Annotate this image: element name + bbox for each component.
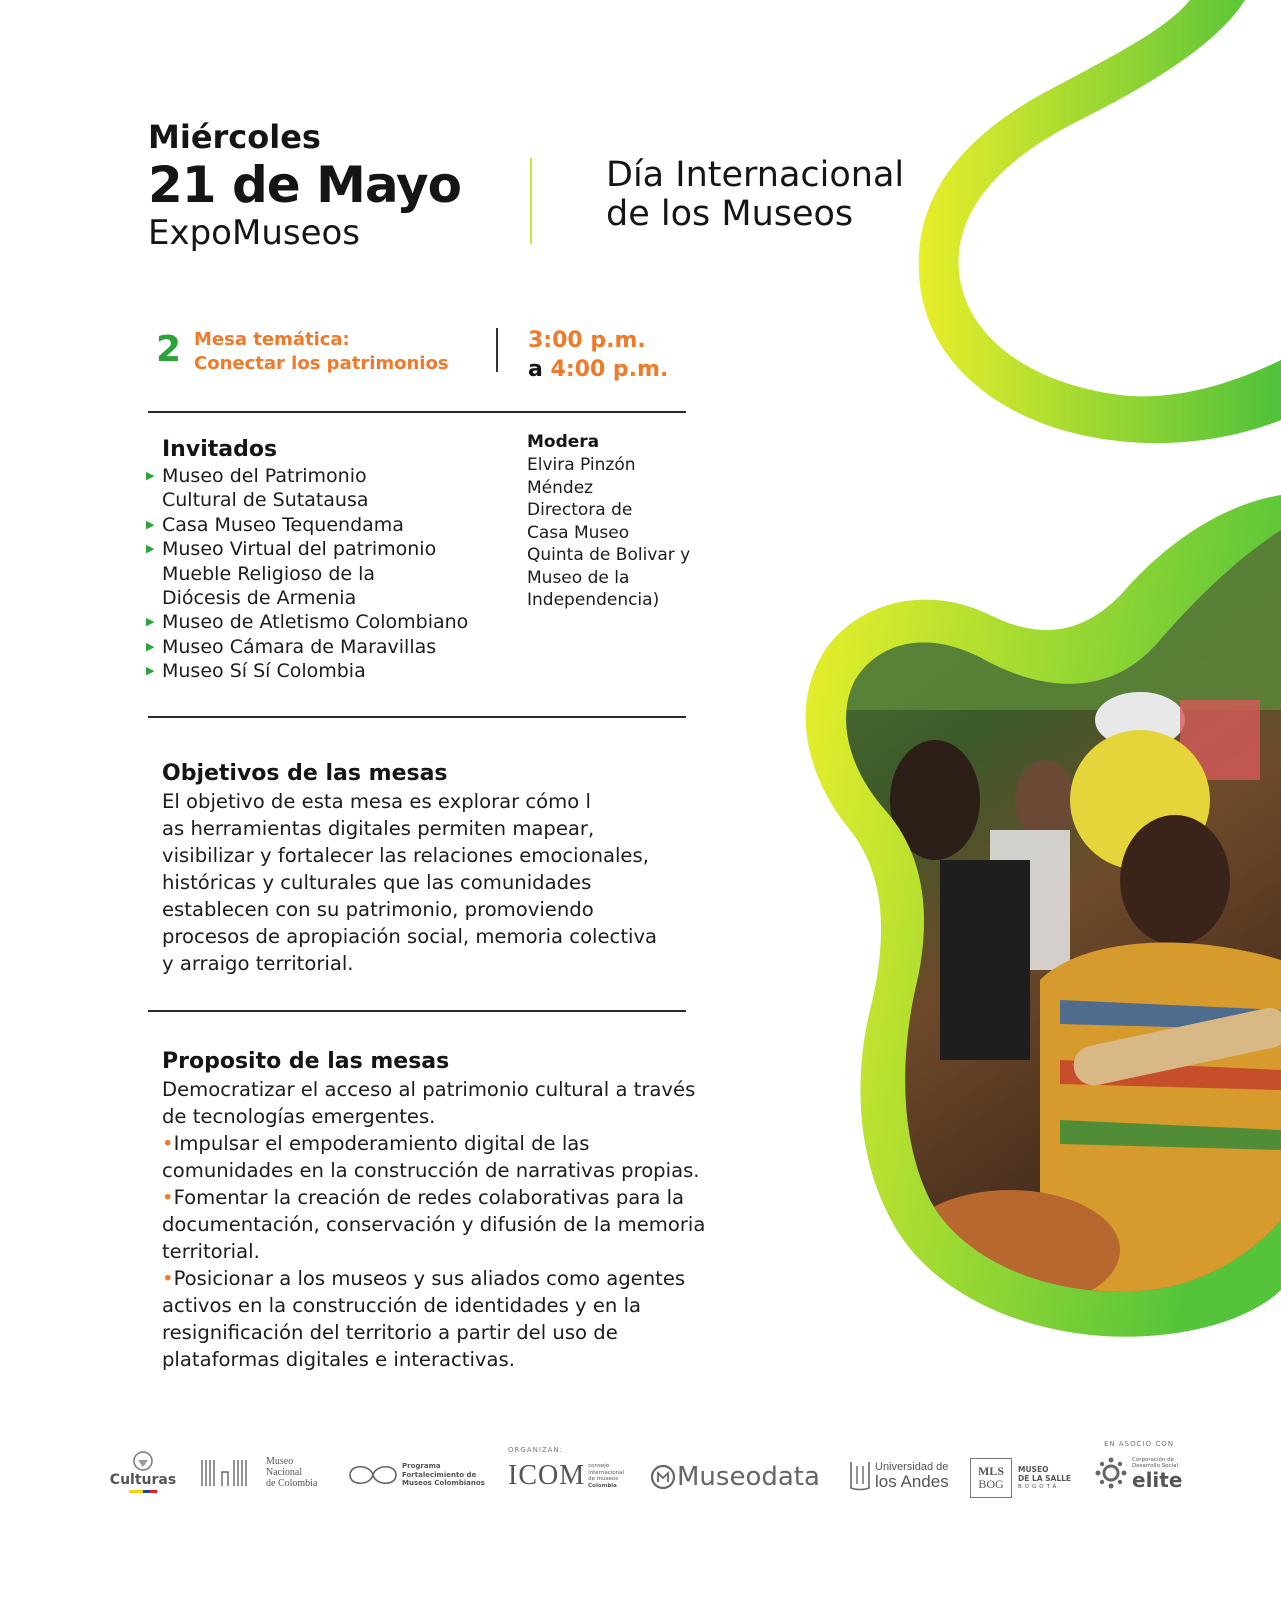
museo-nacional-line2: Nacional xyxy=(266,1467,303,1478)
programa-icon xyxy=(346,1460,400,1490)
objectives-section xyxy=(162,760,722,977)
guest-item-line: Museo de Atletismo Colombiano xyxy=(162,611,469,634)
session-info xyxy=(152,326,692,382)
programa-line3: Museos Colombianos xyxy=(402,1479,485,1488)
page-title-line1: Día Internacional xyxy=(606,155,905,195)
elite-wordmark: elite xyxy=(1132,1467,1183,1492)
objectives-line: y arraigo territorial. xyxy=(162,952,354,975)
event-name: ExpoMuseos xyxy=(148,213,361,253)
andes-line1: Universidad de xyxy=(875,1460,949,1473)
session-number: 2 xyxy=(156,329,182,370)
bullet-arrow-icon: ▶ xyxy=(146,639,155,653)
objectives-line: visibilizar y fortalecer las relaciones emocionales, xyxy=(162,844,649,867)
programa-text xyxy=(402,1462,485,1488)
purpose-title: Proposito de las mesas xyxy=(162,1049,450,1074)
bullet-arrow-icon: ▶ xyxy=(146,615,155,629)
objectives-text xyxy=(162,788,722,977)
session-title-line1: Mesa temática: xyxy=(194,329,350,350)
purpose-section xyxy=(162,1048,762,1373)
moderator-line: Quinta de Bolivar y xyxy=(527,545,691,565)
purpose-point-text: plataformas digitales e interactivas. xyxy=(162,1348,515,1371)
icom-wordmark: ICOM xyxy=(508,1460,586,1491)
museo-nacional-text xyxy=(266,1456,317,1489)
mls-line1: MLS xyxy=(977,1464,1004,1478)
purpose-point-line xyxy=(162,1292,762,1319)
objectives-line: establecen con su patrimonio, promoviendo xyxy=(162,898,594,921)
purpose-point-line xyxy=(162,1238,762,1265)
purpose-point-text: resignificación del territorio a partir del uso de xyxy=(162,1321,618,1344)
purpose-point-line xyxy=(162,1319,762,1346)
programa-line1: Programa xyxy=(402,1462,441,1471)
objectives-line: as herramientas digitales permiten mapear, xyxy=(162,817,595,840)
objectives-line: históricas y culturales que las comunidades xyxy=(162,871,592,894)
elite-text xyxy=(1132,1457,1182,1490)
logo-programa xyxy=(346,1460,485,1490)
museo-nacional-line1: Museo xyxy=(266,1456,294,1467)
purpose-point-line xyxy=(162,1130,762,1157)
purpose-point-line xyxy=(162,1346,762,1373)
programa-line2: Fortalecimiento de xyxy=(402,1470,477,1479)
session-time xyxy=(528,326,668,384)
time-connector: a xyxy=(528,357,543,382)
guests-list xyxy=(146,464,522,684)
logo-museo-nacional xyxy=(198,1456,317,1489)
salle-text xyxy=(1018,1465,1071,1492)
moderator-line: Independencia) xyxy=(527,590,660,610)
bullet-arrow-icon: ▶ xyxy=(146,517,155,531)
icom-line2: internacional xyxy=(588,1469,625,1476)
objectives-title: Objetivos de las mesas xyxy=(162,761,448,786)
museodata-wordmark: Museodata xyxy=(677,1462,820,1492)
event-date: 21 de Mayo xyxy=(148,156,461,214)
organizan-label: ORGANIZAN: xyxy=(508,1446,564,1454)
guest-item-line: Museo Virtual del patrimonio xyxy=(162,538,437,561)
wave-top xyxy=(919,0,1281,443)
header-divider xyxy=(530,158,532,244)
bullet-dot-icon: • xyxy=(162,1132,174,1155)
time-end: 4:00 p.m. xyxy=(550,357,669,382)
session-divider xyxy=(496,328,498,372)
purpose-intro-line: de tecnologías emergentes. xyxy=(162,1105,436,1128)
purpose-point-text: comunidades en la construcción de narrativas propias. xyxy=(162,1159,700,1182)
time-start: 3:00 p.m. xyxy=(528,328,646,353)
elite-icon xyxy=(1094,1456,1128,1490)
bullet-arrow-icon: ▶ xyxy=(146,542,155,556)
purpose-point-text: Fomentar la creación de redes colaborativas para la xyxy=(173,1186,685,1209)
logo-museodata xyxy=(650,1462,820,1492)
guest-item-line: Casa Museo Tequendama xyxy=(162,513,404,536)
objectives-line: procesos de apropiación social, memoria colectiva xyxy=(162,925,658,948)
purpose-point-line xyxy=(162,1184,762,1211)
moderator-line: Casa Museo xyxy=(527,522,630,543)
flag-bar xyxy=(129,1490,157,1493)
guest-item-line: Diócesis de Armenia xyxy=(162,587,357,610)
event-date-block xyxy=(148,118,461,252)
museo-nacional-icon xyxy=(198,1458,260,1488)
purpose-point-text: documentación, conservación y difusión de la memoria xyxy=(162,1213,706,1236)
logo-icom xyxy=(508,1460,624,1492)
divider-rule xyxy=(148,1010,686,1012)
guests-section xyxy=(146,436,522,684)
coat-of-arms-icon xyxy=(132,1450,154,1472)
icom-line1: consejo xyxy=(588,1463,610,1469)
museodata-icon xyxy=(650,1464,676,1490)
purpose-point-line xyxy=(162,1265,762,1292)
purpose-intro-line: Democratizar el acceso al patrimonio cultural a través xyxy=(162,1078,696,1101)
objectives-line: El objetivo de esta mesa es explorar cómo l xyxy=(162,790,591,813)
weekday: Miércoles xyxy=(148,118,321,156)
andes-line2: los Andes xyxy=(875,1471,949,1491)
logo-andes xyxy=(848,1460,949,1492)
purpose-point-text: Impulsar el empoderamiento digital de las xyxy=(173,1132,590,1155)
andes-icon xyxy=(848,1460,872,1492)
bullet-arrow-icon: ▶ xyxy=(146,664,155,678)
moderator-line: Méndez xyxy=(527,477,594,498)
session-title xyxy=(194,328,484,376)
purpose-point-line xyxy=(162,1157,762,1184)
logo-elite xyxy=(1094,1456,1182,1490)
salle-line1: MUSEO xyxy=(1018,1464,1049,1474)
guest-item-line: Museo Sí Sí Colombia xyxy=(162,660,366,683)
mls-box xyxy=(970,1458,1012,1498)
logo-mls-bog xyxy=(970,1458,1071,1498)
moderator-section xyxy=(527,430,717,612)
guest-item xyxy=(146,513,522,537)
salle-line2: DE LA SALLE xyxy=(1018,1473,1072,1483)
guest-item xyxy=(146,659,522,683)
guest-item xyxy=(146,464,522,513)
elite-sub-line2: Desarrollo Social xyxy=(1132,1463,1179,1469)
purpose-point-line xyxy=(162,1211,762,1238)
moderator-line: Elvira Pinzón xyxy=(527,455,636,475)
guest-item xyxy=(146,610,522,634)
purpose-point-text: Posicionar a los museos y sus aliados como agentes xyxy=(173,1267,686,1290)
icom-line3: de museos xyxy=(588,1476,619,1482)
page-title xyxy=(606,156,966,234)
guest-item-line: Museo Cámara de Maravillas xyxy=(162,635,437,658)
guest-item-line: Museo del Patrimonio xyxy=(162,465,367,487)
culturas-label: Culturas xyxy=(109,1472,177,1488)
moderator-line: Museo de la xyxy=(527,567,630,588)
asocio-label: EN ASOCIO CON xyxy=(1104,1440,1174,1448)
bullet-dot-icon: • xyxy=(162,1186,174,1209)
sponsor-logos xyxy=(100,1440,1200,1510)
moderator-title: Modera xyxy=(527,432,600,452)
icom-line4: Colombia xyxy=(588,1482,617,1489)
purpose-point-text: activos en la construcción de identidades y en la xyxy=(162,1294,642,1317)
mls-line2: BOG xyxy=(978,1477,1004,1491)
session-title-line2: Conectar los patrimonios xyxy=(194,353,449,374)
guest-item xyxy=(146,635,522,659)
guests-title: Invitados xyxy=(162,437,278,462)
icom-text xyxy=(588,1463,624,1489)
page-title-line2: de los Museos xyxy=(606,194,854,234)
museo-nacional-line3: de Colombia xyxy=(266,1478,318,1489)
andes-text xyxy=(875,1462,949,1491)
bullet-dot-icon: • xyxy=(162,1267,174,1290)
divider-rule xyxy=(148,411,686,413)
bullet-arrow-icon: ▶ xyxy=(146,469,155,482)
guest-item-line: Mueble Religioso de la xyxy=(162,562,376,585)
divider-rule xyxy=(148,716,686,718)
guest-item xyxy=(146,537,522,610)
elite-sub-line1: Corporación de xyxy=(1132,1456,1174,1463)
moderator-line: Directora de xyxy=(527,500,633,520)
purpose-text xyxy=(162,1076,762,1373)
logo-culturas xyxy=(108,1450,178,1493)
guest-item-line: Cultural de Sutatausa xyxy=(162,489,369,512)
moderator-text xyxy=(527,454,717,612)
salle-line3: BOGOTÁ xyxy=(1018,1483,1060,1490)
time-end-line xyxy=(528,355,668,384)
purpose-point-text: territorial. xyxy=(162,1240,260,1263)
